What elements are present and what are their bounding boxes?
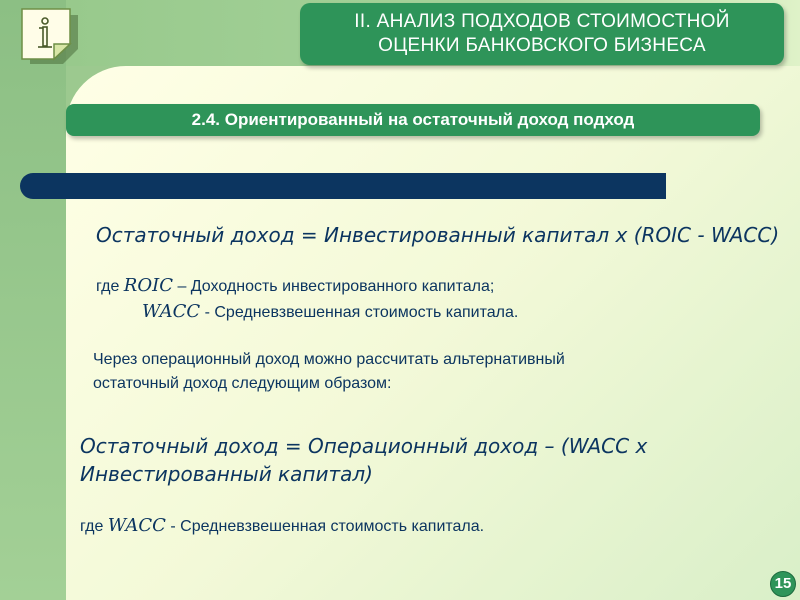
formula2-line2: Инвестированный капитал)	[80, 462, 373, 486]
abbr-wacc: WACC	[107, 515, 166, 536]
left-decor-strip	[0, 0, 66, 600]
definition-roic	[96, 274, 494, 299]
definition-prefix: где	[80, 518, 108, 535]
section-title-line1: II. АНАЛИЗ ПОДХОДОВ СТОИМОСТНОЙ	[354, 11, 730, 32]
formula-operating-income	[80, 432, 647, 488]
decorative-bar	[20, 173, 666, 199]
formula2-line1: Остаточный доход = Операционный доход – (WACC х	[80, 434, 648, 458]
definition-wacc	[142, 300, 518, 325]
paragraph-alternative	[93, 348, 565, 396]
definition-text: - Средневзвешенная стоимость капитала.	[165, 518, 485, 535]
info-icon[interactable]	[16, 6, 78, 64]
section-title	[300, 3, 784, 65]
page-number-badge: 15	[770, 571, 796, 597]
definition-prefix: где	[96, 278, 124, 295]
abbr-wacc: WACC	[142, 301, 201, 322]
definition-text: - Средневзвешенная стоимость капитала.	[200, 304, 519, 321]
abbr-roic: ROIC	[123, 275, 173, 296]
subsection-title: 2.4. Ориентированный на остаточный доход подход	[66, 104, 760, 136]
definition-text: – Доходность инвестированного капитала;	[173, 278, 495, 295]
section-title-line2: ОЦЕНКИ БАНКОВСКОГО БИЗНЕСА	[378, 35, 706, 56]
formula-residual-income: Остаточный доход = Инвестированный капитал х (ROIC - WACC)	[96, 223, 780, 247]
definition-wacc-2	[80, 514, 484, 539]
paragraph-line2: остаточный доход следующим образом:	[93, 375, 392, 392]
paragraph-line1: Через операционный доход можно рассчитать альтернативный	[93, 351, 565, 368]
